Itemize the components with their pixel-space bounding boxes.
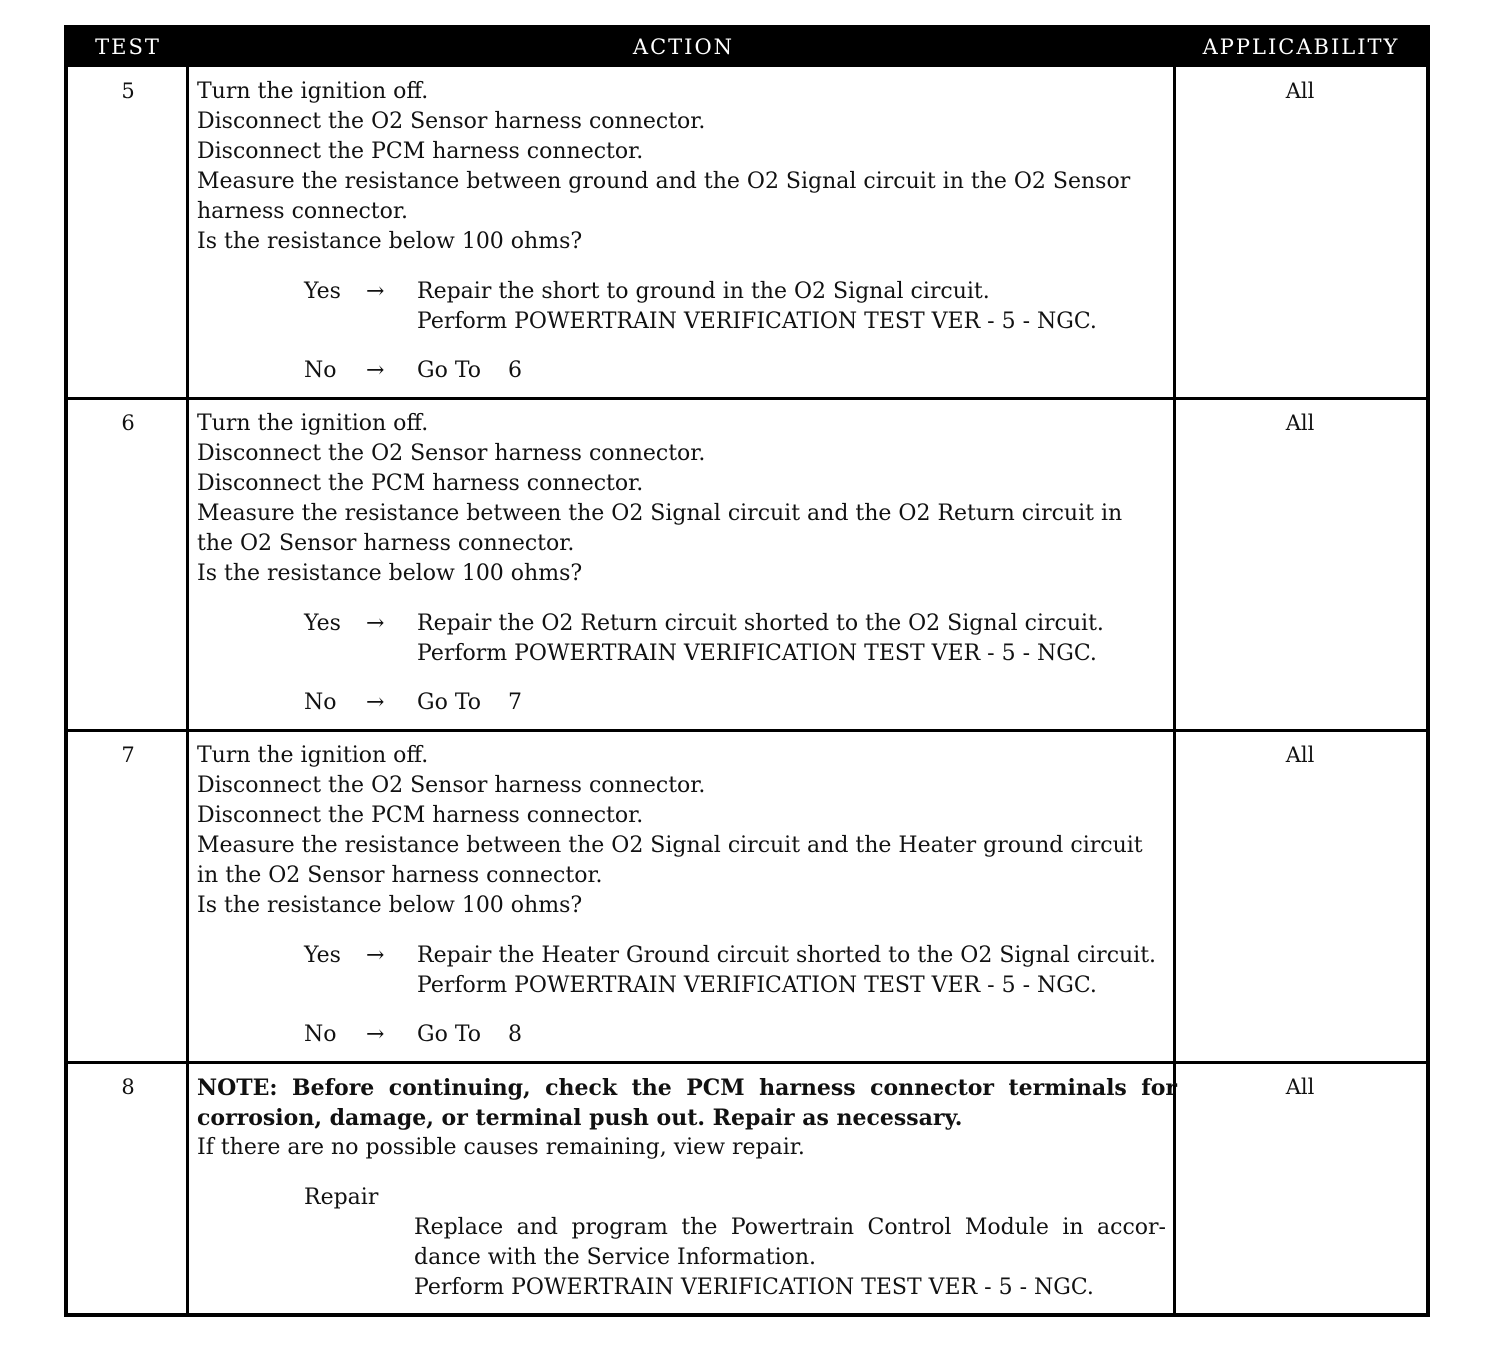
diagnostic-table (64, 25, 1430, 1317)
yes-label: Yes (304, 943, 341, 968)
goto-label: Go To (417, 1022, 482, 1047)
yes-action-line: Repair the short to ground in the O2 Signal circuit. (417, 279, 990, 304)
info-text: If there are no possible causes remaining, view repair. (197, 1135, 805, 1160)
step-line: Measure the resistance between the O2 Signal circuit and the Heater ground circuit (197, 833, 1143, 858)
step-line: Disconnect the PCM harness connector. (197, 803, 644, 828)
goto-target: 7 (508, 690, 522, 715)
yes-action-line: Repair the Heater Ground circuit shorted to the O2 Signal circuit. (417, 943, 1157, 968)
repair-line: dance with the Service Information. (414, 1245, 817, 1270)
step-line: Disconnect the O2 Sensor harness connector. (197, 773, 706, 798)
no-label: No (304, 690, 337, 715)
arrow-icon: → (366, 1022, 385, 1047)
arrow-icon: → (366, 279, 385, 304)
header-action: ACTION (632, 35, 735, 59)
step-line: the O2 Sensor harness connector. (197, 531, 575, 556)
table-header (68, 29, 1426, 67)
step-line: Measure the resistance between the O2 Signal circuit and the O2 Return circuit in (197, 501, 1123, 526)
applicability-value: All (1285, 1075, 1315, 1099)
no-label: No (304, 358, 337, 383)
test-number: 7 (121, 743, 135, 767)
action-steps (197, 741, 1177, 921)
yes-action-line: Repair the O2 Return circuit shorted to the O2 Signal circuit. (417, 611, 1104, 636)
yes-label: Yes (304, 611, 341, 636)
yes-action-line: Perform POWERTRAIN VERIFICATION TEST VER - 5 - NGC. (417, 309, 1097, 334)
step-line: Is the resistance below 100 ohms? (197, 893, 583, 918)
step-line: Measure the resistance between ground and the O2 Signal circuit in the O2 Sensor (197, 169, 1131, 194)
applicability-value: All (1285, 79, 1315, 103)
arrow-icon: → (366, 690, 385, 715)
note-line: corrosion, damage, or terminal push out. Repair as necessary. (197, 1105, 963, 1131)
action-steps (197, 409, 1177, 589)
goto-target: 8 (508, 1022, 522, 1047)
goto-label: Go To (417, 358, 482, 383)
step-line: Disconnect the PCM harness connector. (197, 471, 644, 496)
test-number: 6 (121, 411, 135, 435)
yes-action-line: Perform POWERTRAIN VERIFICATION TEST VER - 5 - NGC. (417, 641, 1097, 666)
applicability-value: All (1285, 743, 1315, 767)
applicability-value: All (1285, 411, 1315, 435)
step-line: Turn the ignition off. (197, 411, 429, 436)
arrow-icon: → (366, 943, 385, 968)
header-applicability: APPLICABILITY (1202, 35, 1400, 59)
repair-line: Replace and program the Powertrain Control Module in accor- (414, 1215, 1166, 1240)
goto-target: 6 (508, 358, 522, 383)
note-line: NOTE: Before continuing, check the PCM harness connector terminals for (197, 1075, 1177, 1101)
step-line: Disconnect the O2 Sensor harness connector. (197, 109, 706, 134)
step-line: Is the resistance below 100 ohms? (197, 229, 583, 254)
test-number: 8 (121, 1075, 135, 1099)
row-divider (68, 397, 1426, 400)
arrow-icon: → (366, 358, 385, 383)
row-divider (68, 1061, 1426, 1064)
column-divider (186, 67, 189, 1317)
action-steps (197, 77, 1177, 257)
step-line: Turn the ignition off. (197, 79, 429, 104)
step-line: harness connector. (197, 199, 408, 224)
repair-line: Perform POWERTRAIN VERIFICATION TEST VER - 5 - NGC. (414, 1275, 1094, 1300)
step-line: Is the resistance below 100 ohms? (197, 561, 583, 586)
step-line: Disconnect the PCM harness connector. (197, 139, 644, 164)
repair-label: Repair (304, 1185, 379, 1210)
step-line: Turn the ignition off. (197, 743, 429, 768)
no-label: No (304, 1022, 337, 1047)
step-line: in the O2 Sensor harness connector. (197, 863, 603, 888)
test-number: 5 (121, 79, 135, 103)
yes-action-line: Perform POWERTRAIN VERIFICATION TEST VER - 5 - NGC. (417, 973, 1097, 998)
goto-label: Go To (417, 690, 482, 715)
action-steps (197, 1073, 1177, 1163)
row-divider (68, 729, 1426, 732)
yes-label: Yes (304, 279, 341, 304)
header-test: TEST (95, 35, 161, 59)
step-line: Disconnect the O2 Sensor harness connector. (197, 441, 706, 466)
arrow-icon: → (366, 611, 385, 636)
